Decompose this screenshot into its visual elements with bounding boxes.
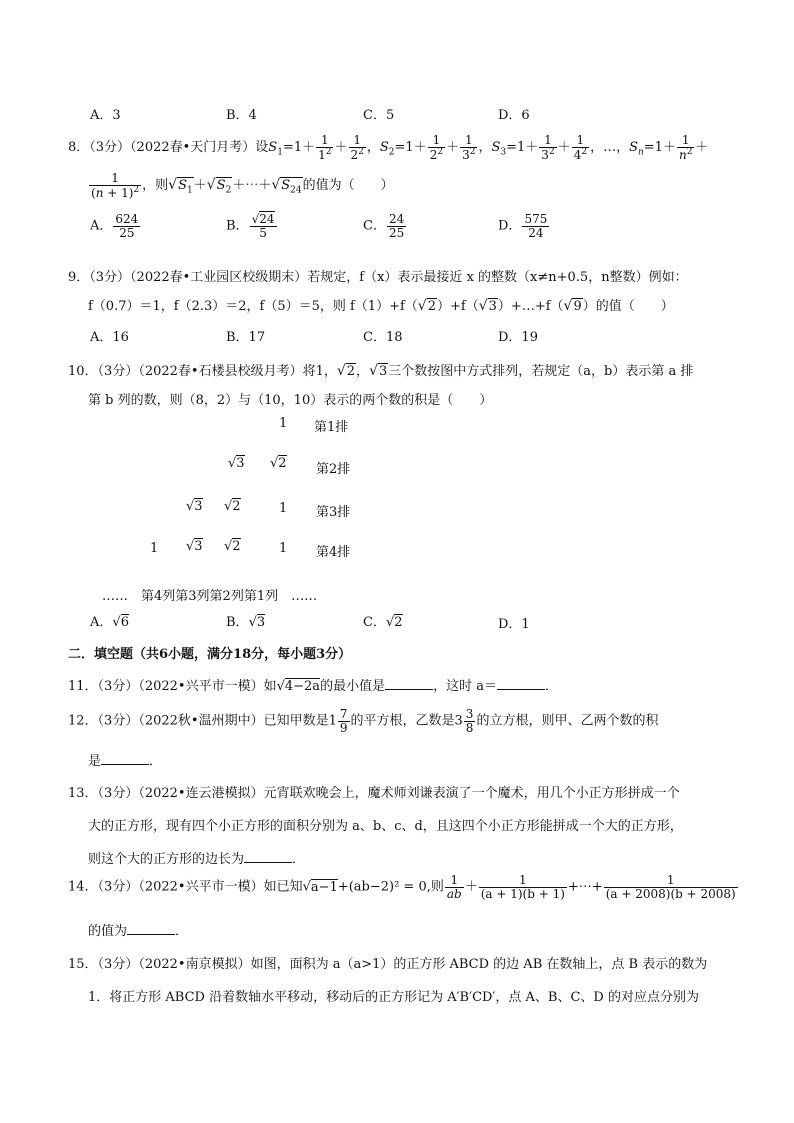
q8-option-c: C． $\frac{24}{25}$ (363, 212, 405, 240)
q9-option-c: C．18 (363, 330, 403, 345)
q8-line1: 8．（3分）（2022春•天门月考）设$S_1=1+$ $\frac{1}{1^2}$ ＋ $\frac{1}{2^2}$ ，$S_2=1+$ $\frac{1}{2^2}$ ＋ $\frac{1}{3^2}$ ，$S_3=1+$ $\frac{1}{3^2}$ ＋ $\frac{1}{4^2}$ ，…，$S_n=1+$ $\frac{1}{n^2}$ ＋ (68, 133, 709, 162)
grid-r3c2: √2 (224, 499, 241, 514)
q8-option-b: B． $\frac{√24}{5}$ (226, 212, 275, 240)
q10-option-d: D．1 (498, 617, 530, 632)
grid-row1-label: 第1排 (314, 420, 349, 435)
q9-line1: 9．（3分）（2022春•工业园区校级期末）若规定，f（x）表示最接近 x 的整数（x≠n+0.5，n整数）例如： (68, 270, 688, 285)
q9-option-b: B．17 (226, 330, 266, 345)
q12-line1: 12．（3分）（2022秋•温州期中）已知甲数是1 $\frac{7}{9}$ 的平方根，乙数是3 $\frac{3}{8}$ 的立方根，则甲、乙两个数的积 (68, 707, 659, 735)
q7-option-a: A．3 (90, 108, 121, 123)
q13-line2: 大的正方形，现有四个小正方形的面积分别为 a、b、c、d，且这四个小正方形能拼成一个大的正方形， (88, 819, 683, 834)
grid-row4-label: 第4排 (316, 545, 351, 560)
q10-option-c: C．√2 (363, 615, 403, 630)
grid-r3c1: 1 (279, 501, 288, 516)
grid-r4c1: 1 (279, 541, 288, 556)
grid-r4c4: 1 (150, 541, 159, 556)
q8-option-a: A． $\frac{624}{25}$ (90, 212, 139, 240)
grid-r2c1: √2 (270, 456, 287, 471)
q9-line2: f（0.7）＝1，f（2.3）＝2，f（5）＝5，则 f（1）+f（√2）+f（√3）+…+f（√9）的值（ ） (88, 298, 674, 314)
q7-option-d: D．6 (498, 108, 530, 123)
q7-option-c: C．5 (363, 108, 395, 123)
q12-line2: 是 ． (88, 754, 163, 769)
section-2-heading: 二．填空题（共6小题，满分18分，每小题3分） (68, 647, 352, 662)
q13-line3: 则这个大的正方形的边长为 ． (88, 852, 306, 867)
q15-line1: 15．（3分）（2022•南京模拟）如图，面积为 a（a>1）的正方形 ABCD 的边 AB 在数轴上，点 B 表示的数为 (68, 957, 708, 972)
q14-line2: 的值为 ． (88, 924, 189, 939)
q11: 11．（3分）（2022•兴平市一模）如√4−2a的最小值是 ，这时 a＝ ． (68, 679, 558, 694)
q13-line1: 13．（3分）（2022•连云港模拟）元宵联欢晚会上，魔术师刘谦表演了一个魔术，用几个小正方形拼成一个 (68, 786, 680, 801)
q10-line2: 第 b 列的数，则（8，2）与（10，10）表示的两个数的积是（ ） (88, 393, 493, 408)
q14-line1: 14．（3分）（2022•兴平市一模）如已知√a−1+(ab−2)² = 0,则 $\frac{1}{ab}$ ＋ $\frac{1}{(a + 1)(b + 1)}$ +⋯+ $\frac{1}{(a + 2008)(b + 2008)}$ (68, 873, 736, 901)
grid-r2c2: √3 (228, 456, 245, 471)
q8-line2: $\frac{1}{(n + 1)^2}$ ，则$√S_1+√S_2+\cdots+√S_{24}$的值为（ ） (91, 171, 394, 200)
grid-row2-label: 第2排 (316, 462, 351, 477)
q10-line1: 10．（3分）（2022春•石楼县校级月考）将1，√2，√3三个数按图中方式排列，若规定（a，b）表示第 a 排 (68, 363, 694, 379)
grid-row3-label: 第3排 (316, 505, 351, 520)
q8-option-d: D． $\frac{575}{24}$ (498, 212, 548, 240)
q7-option-b: B．4 (226, 108, 257, 123)
grid-r4c2: √2 (224, 539, 241, 554)
q10-option-a: A．√6 (90, 615, 129, 630)
grid-r3c3: √3 (186, 499, 203, 514)
q15-line2: 1．将正方形 ABCD 沿着数轴水平移动，移动后的正方形记为 A′B′CD′，点 A、B、C、D 的对应点分别为 (88, 990, 699, 1005)
grid-r1c1: 1 (279, 416, 288, 431)
grid-r4c3: √3 (186, 539, 203, 554)
q9-option-a: A．16 (90, 330, 129, 345)
q10-option-b: B．√3 (226, 615, 266, 630)
q10-columns-line: …… 第4列第3列第2列第1列 …… (102, 589, 318, 604)
q9-option-d: D．19 (498, 330, 538, 345)
